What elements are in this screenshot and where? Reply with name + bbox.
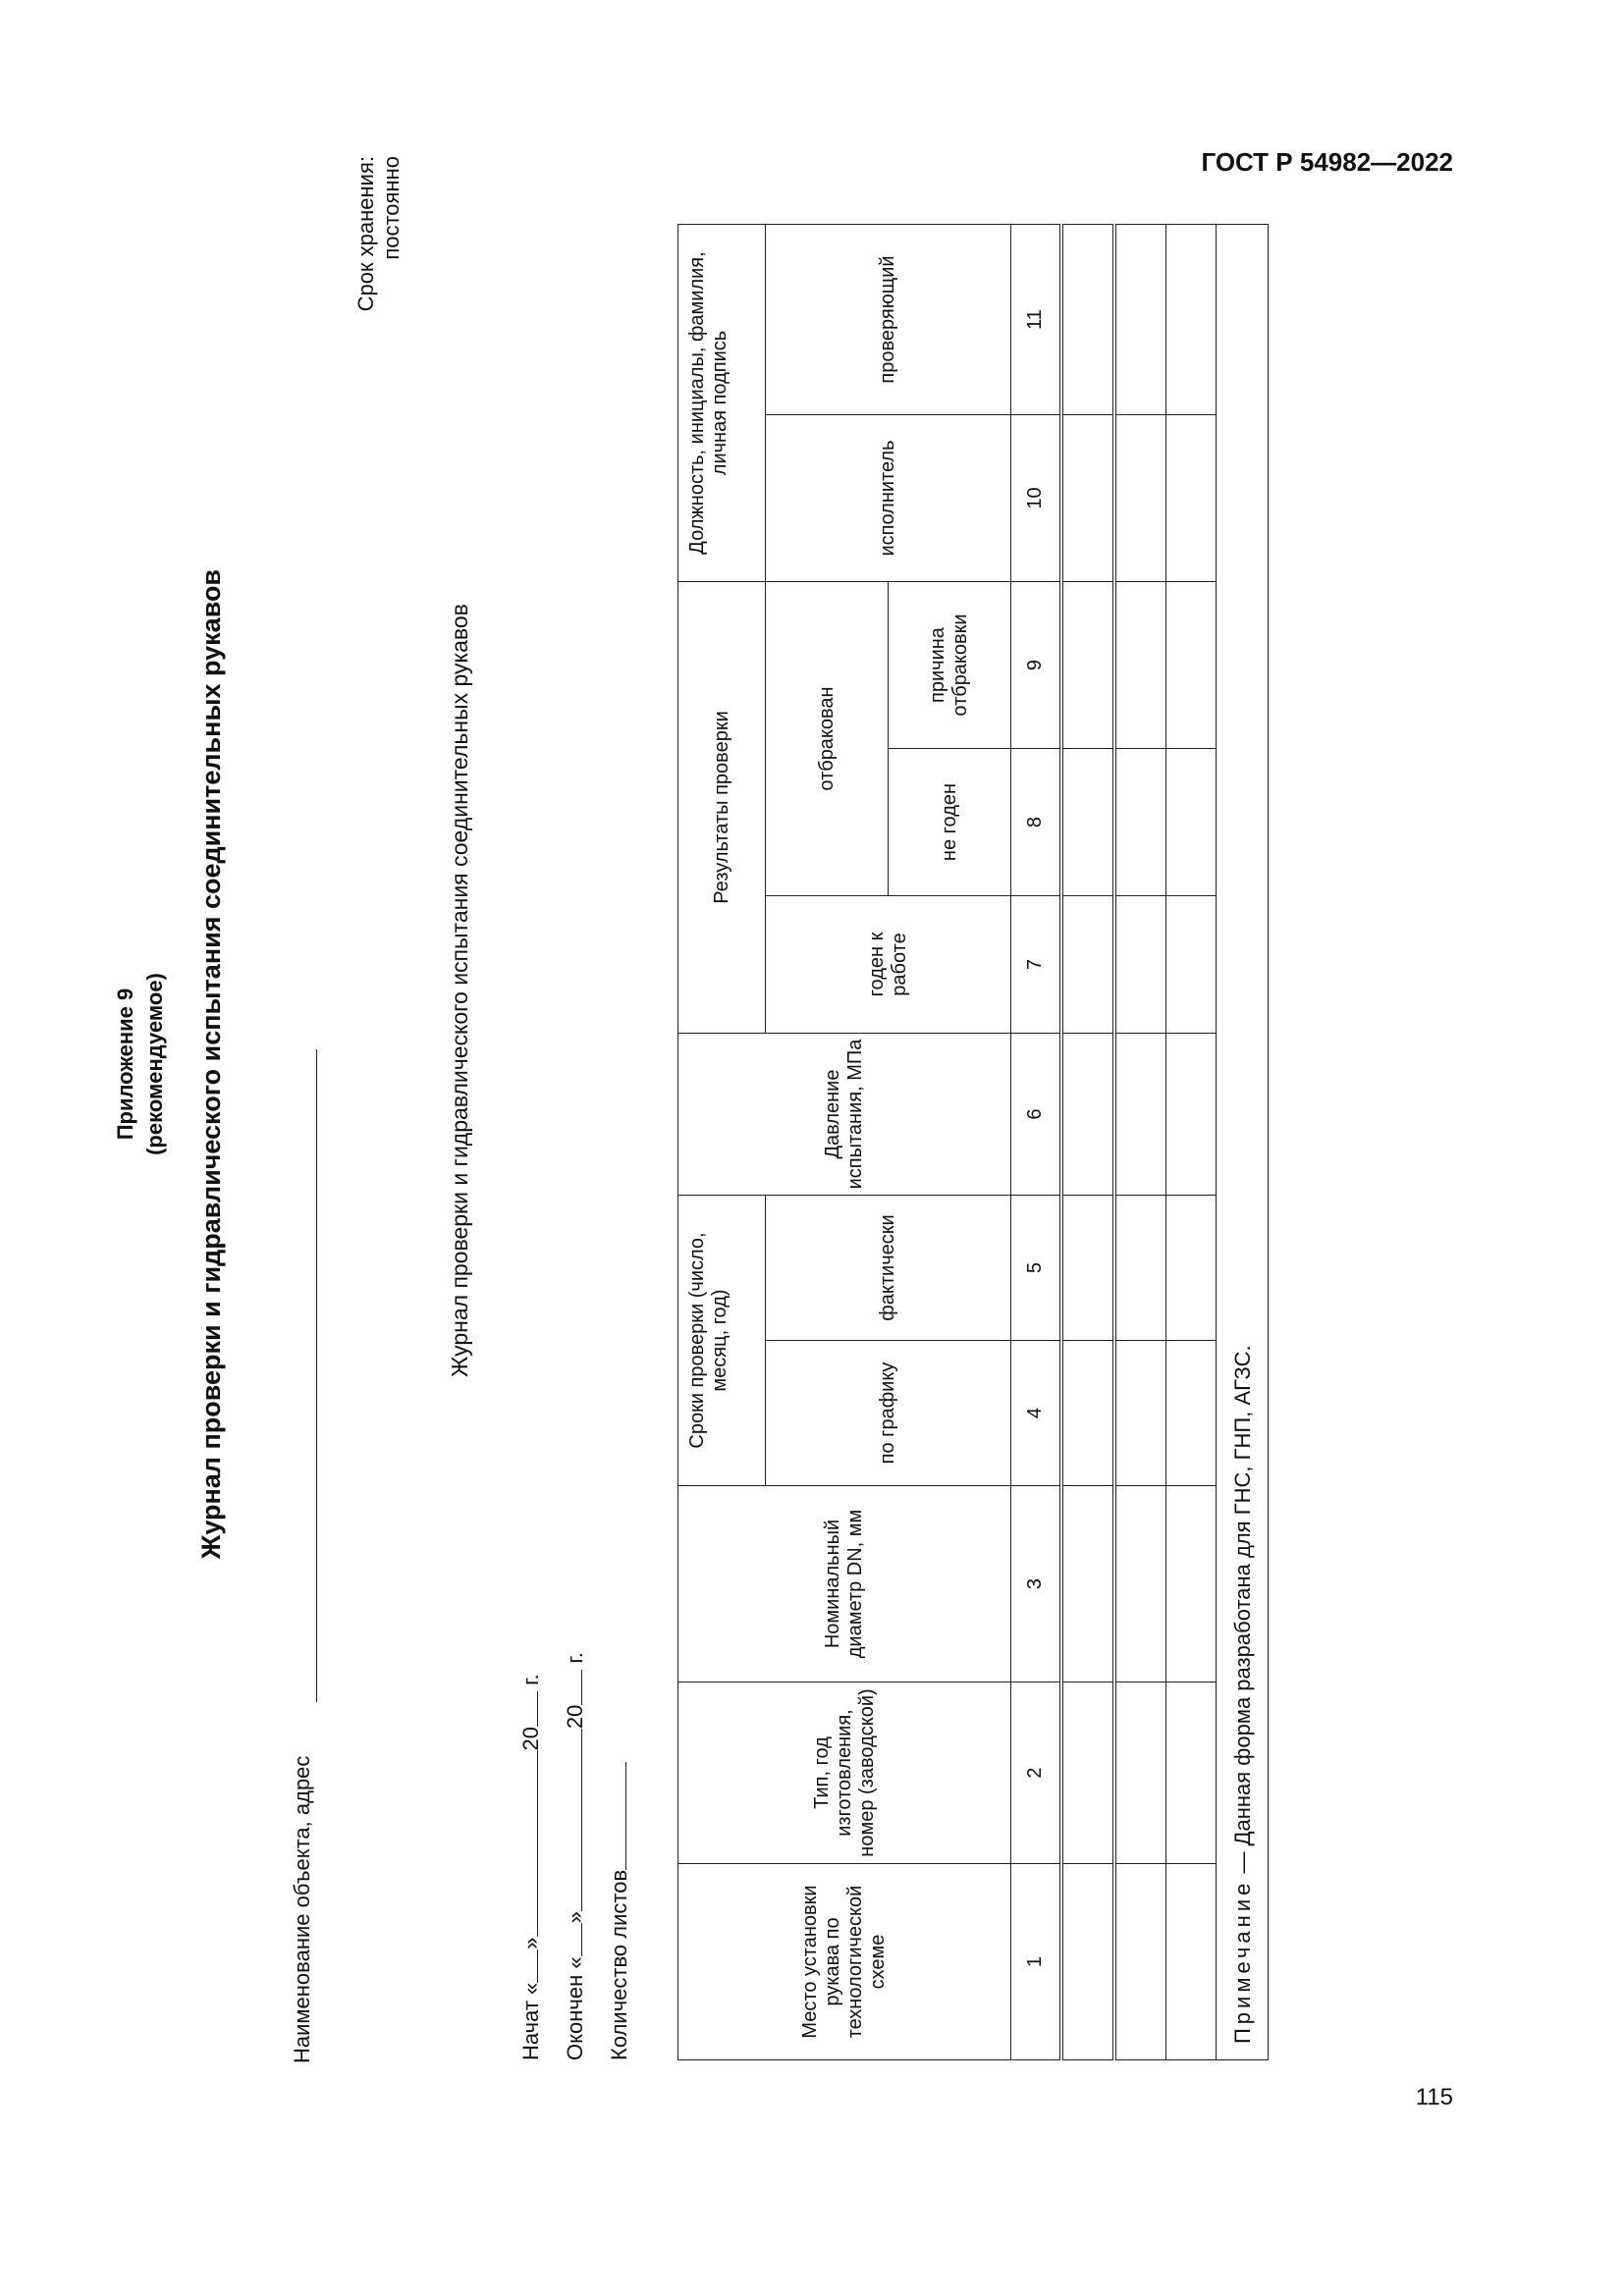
- table-cell: [1114, 896, 1166, 1034]
- table-cell: [1114, 1034, 1166, 1196]
- journal-table: [677, 224, 1269, 2060]
- year-suffix: г.: [563, 1652, 587, 1664]
- standard-header: ГОСТ Р 54982—2022: [1201, 147, 1453, 177]
- ended-field: [563, 1652, 588, 2060]
- header-scheduled: по графику: [766, 1341, 1011, 1486]
- column-number: 1: [1011, 1864, 1062, 2060]
- sheets-label: Количество листов: [607, 1869, 631, 2060]
- table-cell: [1061, 415, 1114, 582]
- appendix-heading: [111, 721, 170, 1408]
- header-check-results: Результаты проверки: [678, 582, 766, 1034]
- column-number-row: [1011, 225, 1062, 2060]
- storage-label: Срок хранения:: [353, 156, 378, 312]
- header-install-place: Место установки рукава по технологической схеме: [678, 1864, 1011, 2060]
- table-cell: [1166, 1486, 1217, 1682]
- month-blank: [519, 1750, 538, 1937]
- column-number: 5: [1011, 1196, 1062, 1341]
- table-cell: [1166, 225, 1217, 415]
- table-cell: [1166, 1196, 1217, 1341]
- day-blank: [564, 1923, 582, 1956]
- storage-period: [353, 156, 405, 451]
- journal-subtitle: Журнал проверки и гидравлического испытания соединительных рукавов: [447, 604, 472, 1377]
- note-label: Примечание: [1229, 1879, 1255, 2044]
- header-actual: фактически: [766, 1196, 1011, 1341]
- table-cell: [1166, 896, 1217, 1034]
- table-note: [1217, 225, 1269, 2060]
- header-fit-for-work: годен к работе: [766, 896, 1011, 1034]
- table-cell: [1061, 1486, 1114, 1682]
- year-prefix: 20: [518, 1726, 543, 1751]
- header-inspector: проверяющий: [766, 225, 1011, 415]
- document-title: Журнал проверки и гидравлического испытания соединительных рукавов: [196, 568, 226, 1560]
- header-test-pressure: Давление испытания, МПа: [678, 1034, 1011, 1196]
- started-field: [518, 1674, 544, 2060]
- table-cell: [1114, 582, 1166, 749]
- note-row: [1217, 225, 1269, 2060]
- table-cell: [1061, 1034, 1114, 1196]
- object-name-label: Наименование объекта, адрес: [290, 1755, 314, 2063]
- table-cell: [1061, 896, 1114, 1034]
- year-blank: [564, 1670, 582, 1705]
- header-nominal-diameter: Номинальный диаметр DN, мм: [678, 1486, 1011, 1682]
- table-cell: [1061, 1682, 1114, 1864]
- day-blank: [519, 1949, 538, 1983]
- appendix-kind: (рекомендуемое): [142, 973, 167, 1155]
- table-cell: [1114, 1196, 1166, 1341]
- table-cell: [1061, 1864, 1114, 2060]
- table-cell: [1114, 749, 1166, 896]
- table-cell: [1114, 1864, 1166, 2060]
- column-number: 8: [1011, 749, 1062, 896]
- note-text: — Данная форма разработана для ГНС, ГНП, АГЗС.: [1229, 1345, 1255, 1880]
- table-cell: [1061, 749, 1114, 896]
- table-cell: [1114, 1682, 1166, 1864]
- table-cell: [1114, 1486, 1166, 1682]
- column-number: 2: [1011, 1682, 1062, 1864]
- table-cell: [1061, 1341, 1114, 1486]
- header-executor: исполнитель: [766, 415, 1011, 582]
- header-check-dates: Сроки проверки (число, месяц, год): [678, 1196, 766, 1486]
- sheets-field: [607, 1762, 632, 2060]
- table-cell: [1061, 1196, 1114, 1341]
- table-cell: [1166, 1034, 1217, 1196]
- column-number: 3: [1011, 1486, 1062, 1682]
- ended-prefix: Окончен «: [563, 1956, 587, 2060]
- storage-value: постоянно: [379, 156, 404, 260]
- header-rejection-reason: причина отбраковки: [889, 582, 1011, 749]
- table-row: [1166, 225, 1217, 2060]
- column-number: 4: [1011, 1341, 1062, 1486]
- header-signatures: Должность, инициалы, фамилия, личная подпись: [678, 225, 766, 582]
- table-cell: [1114, 1341, 1166, 1486]
- year-blank: [519, 1691, 538, 1727]
- table-cell: [1166, 1341, 1217, 1486]
- appendix-label: Приложение 9: [113, 988, 137, 1141]
- year-prefix: 20: [563, 1704, 587, 1730]
- table-row: [1061, 225, 1114, 2060]
- table-cell: [1166, 1682, 1217, 1864]
- month-blank: [564, 1729, 582, 1911]
- header-type-year-number: Тип, год изготовления, номер (заводской): [678, 1682, 1011, 1864]
- sheets-blank: [608, 1762, 626, 1870]
- column-number: 10: [1011, 415, 1062, 582]
- table-cell: [1114, 225, 1166, 415]
- table-cell: [1166, 582, 1217, 749]
- table-cell: [1061, 225, 1114, 415]
- table-cell: [1114, 415, 1166, 582]
- table-cell: [1166, 749, 1217, 896]
- column-number: 7: [1011, 896, 1062, 1034]
- column-number: 6: [1011, 1034, 1062, 1196]
- header-rejected: отбракован: [766, 582, 889, 896]
- column-number: 9: [1011, 582, 1062, 749]
- quote-mid: »: [563, 1911, 587, 1924]
- table-cell: [1061, 582, 1114, 749]
- table-cell: [1166, 1864, 1217, 2060]
- page-number: 115: [1415, 2084, 1453, 2110]
- year-suffix: г.: [518, 1674, 543, 1685]
- table-row: [1114, 225, 1166, 2060]
- quote-mid: »: [518, 1937, 543, 1949]
- table-cell: [1166, 415, 1217, 582]
- column-number: 11: [1011, 225, 1062, 415]
- header-unfit: не годен: [889, 749, 1011, 896]
- object-name-line: [316, 1049, 317, 1702]
- started-prefix: Начат «: [518, 1982, 543, 2060]
